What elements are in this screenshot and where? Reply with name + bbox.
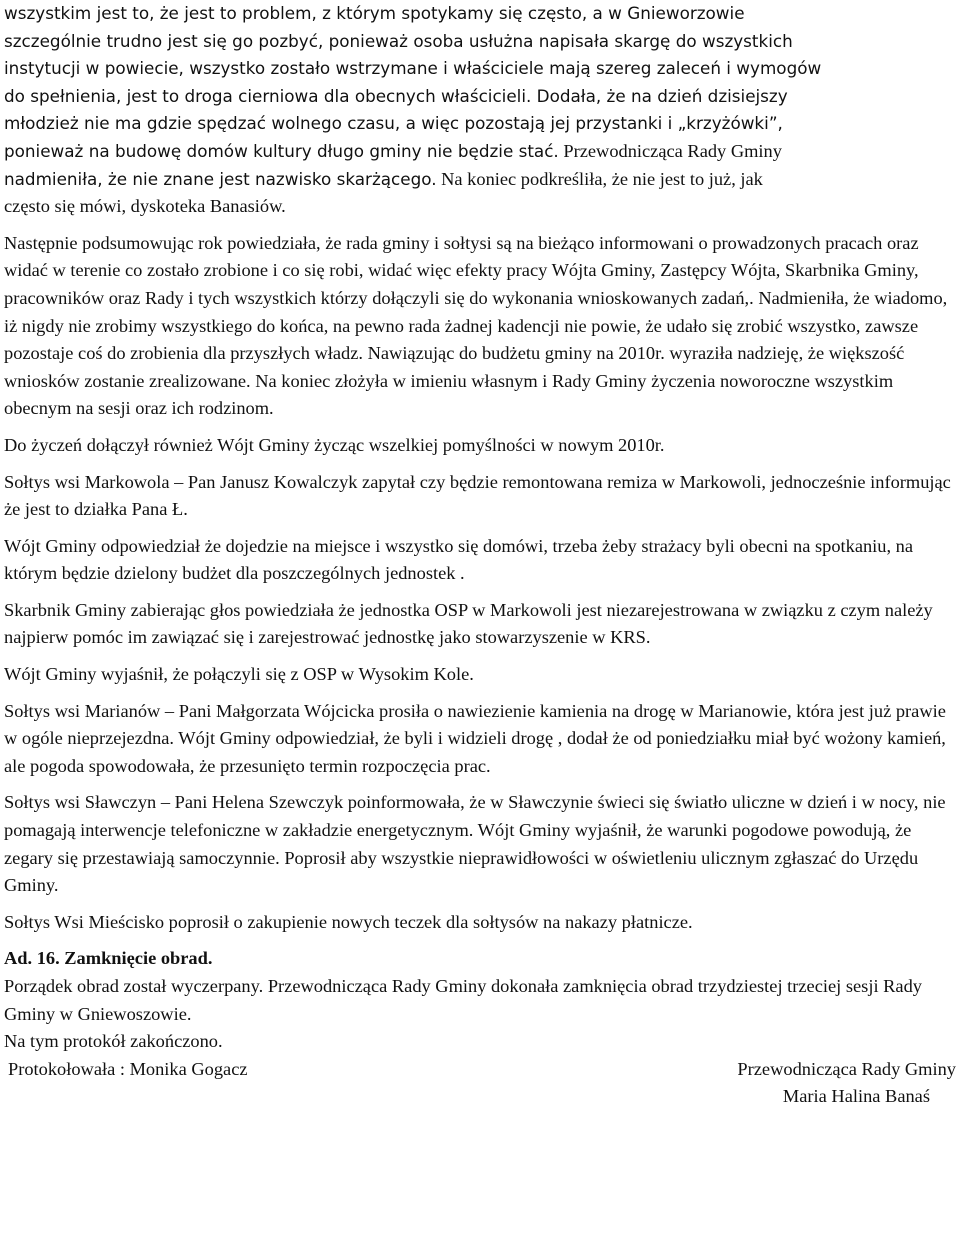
section-heading: Ad. 16. Zamknięcie obrad. xyxy=(4,948,213,969)
paragraph-10: Sołtys Wsi Mieścisko poprosił o zakupienie nowych teczek dla sołtysów na nakazy płatnicze. xyxy=(4,911,693,932)
paragraph-9: Sołtys wsi Sławczyn – Pani Helena Szewczyk poinformowała, że w Sławczynie świeci się światło uliczne w dzień i w nocy, nie pomagają interwencje telefoniczne w zakładzie energetycznym. Wójt Gminy wyjaśnił, że warunki pogodowe powodują, że zegary się przestawiają samoczynnie. Poprosił aby wszystkie nieprawidłowości w oświetleniu ulicznym zgłaszać do Urzędu Gminy. xyxy=(4,792,946,896)
signature-chair-name: Maria Halina Banaś xyxy=(782,1086,930,1107)
p1-line-6: ponieważ na budowę domów kultury długo gminy nie będzie stać. xyxy=(4,140,559,161)
p1-line-4: do spełnienia, jest to droga cierniowa dla obecnych właścicieli. xyxy=(4,85,532,106)
p1-line-7: nadmieniła, że nie znane jest nazwisko skarżącego. xyxy=(4,168,437,189)
paragraph-7: Wójt Gminy wyjaśnił, że połączyli się z OSP w Wysokim Kole. xyxy=(4,664,474,685)
p1-line-3: instytucji w powiecie, wszystko zostało wstrzymane i właściciele mają szereg zaleceń i wymogów xyxy=(4,58,822,79)
signature-chair xyxy=(737,1056,956,1111)
p1-line-6b: Przewodnicząca Rady Gminy xyxy=(558,140,782,161)
p1-line-7b: Na koniec podkreśliła, że nie jest to już, jak xyxy=(436,168,763,189)
p1-line-2: szczególnie trudno jest się go pozbyć, ponieważ osoba usłużna napisała skargę do wszystkich xyxy=(4,30,793,51)
signature-recorder: Protokołowała : Monika Gogacz xyxy=(8,1058,248,1079)
signature-chair-title: Przewodnicząca Rady Gminy xyxy=(737,1058,956,1079)
paragraph-3: Do życzeń dołączył również Wójt Gminy życząc wszelkiej pomyślności w nowym 2010r. xyxy=(4,434,665,455)
paragraph-8: Sołtys wsi Marianów – Pani Małgorzata Wójcicka prosiła o nawiezienie kamienia na drogę w Marianowie, która jest już prawie w ogóle nieprzejezdna. Wójt Gminy odpowiedział, że byli i widzieli drogę , dodał że od poniedziałku miał być wożony kamień, ale pogoda spowodowała, że przesunięto termin rozpoczęcia prac. xyxy=(4,700,946,776)
p1-line-5: młodzież nie ma gdzie spędzać wolnego czasu, a więc pozostają jej przystanki i „krzyżówki”, xyxy=(4,113,783,134)
paragraph-2: Następnie podsumowując rok powiedziała, że rada gminy i sołtysi są na bieżąco informowani o prowadzonych pracach oraz widać w terenie co zostało zrobione i co się robi, widać więc efekty pracy Wójta Gminy, Zastępcy Wójta, Skarbnika Gminy, pracowników oraz Rady i tych wszystkich którzy dołączyli się do wykonania wnioskowanych zadań,. Nadmieniła, że wiadomo, iż nigdy nie zrobimy wszystkiego do końca, na pewno rada żadnej kadencji nie powie, że udało się zrobić wszystko, zawsze pozostaje coś do zrobienia dla przyszłych władz. Nawiązując do budżetu gminy na 2010r. wyraziła nadzieję, że większość wniosków zostanie zrealizowane. Na koniec złożyła w imieniu własnym i Rady Gminy życzenia noworoczne wszystkim obecnym na sesji oraz ich rodzinom. xyxy=(4,232,948,419)
document-page xyxy=(4,0,956,1112)
p1-line-1: wszystkim jest to, że jest to problem, z którym spotykamy się często, a w Gnieworzowie xyxy=(4,3,745,23)
paragraph-5: Wójt Gminy odpowiedział że dojedzie na miejsce i wszystko się domówi, trzeba żeby strażacy byli obecni na spotkaniu, na którym będzie dzielony budżet dla poszczególnych jednostek . xyxy=(4,535,914,584)
signature-row xyxy=(4,1056,956,1112)
paragraph-4: Sołtys wsi Markowola – Pan Janusz Kowalczyk zapytał czy będzie remontowana remiza w Markowoli, jednocześnie informując że jest to działka Pana Ł. xyxy=(4,471,951,520)
paragraph-6: Skarbnik Gminy zabierając głos powiedziała że jednostka OSP w Markowoli jest niezarejestrowana w związku z czym należy najpierw pomóc im zawiązać się i zarejestrować jednostkę jako stowarzyszenie w KRS. xyxy=(4,599,933,648)
paragraph-12: Na tym protokół zakończono. xyxy=(4,1031,223,1052)
paragraph-1 xyxy=(4,0,956,221)
p1-line-4b: Dodała, że na dzień dzisiejszy xyxy=(531,85,788,106)
paragraph-11: Porządek obrad został wyczerpany. Przewodnicząca Rady Gminy dokonała zamknięcia obrad trzydziestej trzeciej sesji Rady Gminy w Gniewoszowie. xyxy=(4,976,922,1024)
p1-line-8: często się mówi, dyskoteka Banasiów. xyxy=(4,196,286,217)
